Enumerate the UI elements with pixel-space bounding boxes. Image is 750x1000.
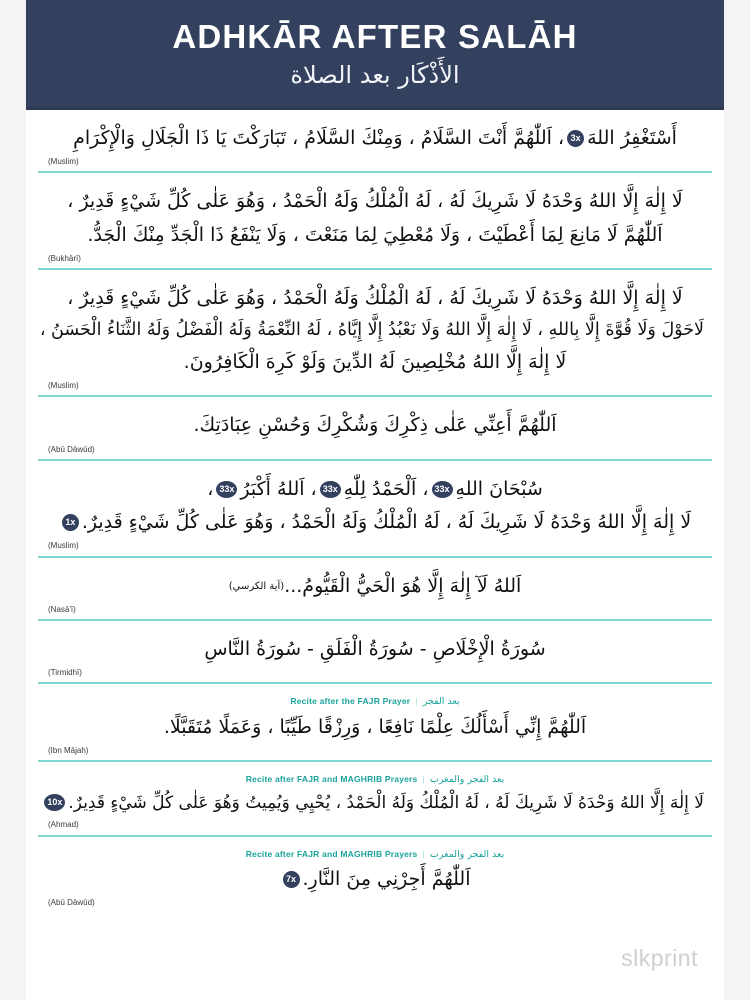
- poster-header: [26, 0, 724, 110]
- dhikr-arabic-text: اَللّٰهُمَّ إِنِّي أَسْأَلُكَ عِلْمًا نَافِعًا ، وَرِزْقًا طَيِّبًا ، وَعَمَلًا مُتَقَبَّلًا.: [163, 715, 587, 738]
- dhikr-text-block: [46, 409, 704, 442]
- dhikr-text-block: [46, 789, 704, 819]
- recitation-timing-label: [46, 696, 704, 708]
- dhikr-arabic-text: لَا إِلٰهَ إِلَّا اللهُ وَحْدَهُ لَا شَرِيكَ لَهُ ، لَهُ الْمُلْكُ وَلَهُ الْحَمْدُ ، وَهُوَ عَلٰى كُلِّ شَيْءٍ قَدِيرٌ.: [81, 511, 692, 534]
- dhikr-arabic-text: لَا إِلٰهَ إِلَّا اللهُ وَحْدَهُ لَا شَرِيكَ لَهُ ، لَهُ الْمُلْكُ وَلَهُ الْحَمْدُ ، وَهُوَ عَلٰى كُلِّ شَيْءٍ قَدِيرٌ ،: [67, 190, 683, 213]
- dhikr-section: [38, 397, 712, 460]
- dhikr-line: [46, 185, 704, 218]
- page-title: ADHKĀR AFTER SALĀH: [172, 18, 578, 55]
- dhikr-arabic-text: لَا إِلٰهَ إِلَّا اللهُ وَحْدَهُ لَا شَرِيكَ لَهُ ، لَهُ الْمُلْكُ وَلَهُ الْحَمْدُ ، يُحْيِي وَيُمِيتُ وَهُوَ عَلٰى كُلِّ شَيْءٍ قَدِيرٌ.: [68, 792, 704, 813]
- dhikr-line: [46, 633, 704, 666]
- dhikr-line: [46, 219, 704, 252]
- dhikr-text-block: [46, 473, 704, 540]
- dhikr-text-block: [46, 711, 704, 744]
- dhikr-list: [26, 110, 724, 912]
- repetition-count-badge: 7x: [283, 871, 300, 888]
- dhikr-text-block: [46, 185, 704, 252]
- hadith-source: (Muslim): [48, 157, 79, 167]
- repetition-count-badge: 1x: [62, 514, 79, 531]
- dhikr-section: [38, 461, 712, 558]
- timing-label-en: Recite after FAJR and MAGHRIB Prayers: [245, 774, 418, 785]
- dhikr-line: [46, 473, 704, 506]
- dhikr-arabic-text: أَسْتَغْفِرُ اللهَ: [587, 127, 677, 149]
- hadith-source: (Ibn Mājah): [48, 746, 89, 756]
- dhikr-arabic-text: لَا إِلٰهَ إِلَّا اللهُ وَحْدَهُ لَا شَرِيكَ لَهُ ، لَهُ الْمُلْكُ وَلَهُ الْحَمْدُ ، وَهُوَ عَلٰى كُلِّ شَيْءٍ قَدِيرٌ ،: [67, 287, 683, 310]
- hadith-source: (Muslim): [48, 541, 79, 551]
- dhikr-line: [46, 789, 704, 819]
- dhikr-arabic-text: اَللّٰهُمَّ أَعِنِّي عَلٰى ذِكْرِكَ وَشُكْرِكَ وَحُسْنِ عِبَادَتِكَ.: [193, 414, 557, 437]
- repetition-count-badge: 10x: [44, 794, 65, 811]
- dhikr-section: [38, 762, 712, 836]
- poster-sheet: [26, 0, 724, 1000]
- dhikr-line: [46, 863, 704, 896]
- dhikr-arabic-text: لَاحَوْلَ وَلَا قُوَّةَ إِلَّا بِاللهِ ، لَا إِلٰهَ إِلَّا اللهُ وَلَا نَعْبُدُ إِلَّا إِيَّاهُ ، لَهُ النِّعْمَةُ وَلَهُ الْفَضْلُ وَلَهُ الثَّنَاءُ الْحَسَنُ ،: [39, 320, 704, 341]
- dhikr-section: [38, 837, 712, 913]
- recitation-timing-label: [46, 774, 704, 786]
- dhikr-section: [38, 621, 712, 684]
- timing-label-en: Recite after FAJR and MAGHRIB Prayers: [245, 848, 418, 859]
- timing-label-separator: |: [422, 848, 425, 859]
- dhikr-line: [46, 409, 704, 442]
- dhikr-line: [46, 122, 704, 155]
- hadith-source: (Ahmad): [48, 820, 79, 830]
- dhikr-line: [46, 346, 704, 379]
- hadith-source: (Nasā'ī): [48, 604, 76, 614]
- dhikr-line: [46, 506, 704, 539]
- dhikr-section: [38, 270, 712, 397]
- timing-label-separator: |: [415, 696, 418, 707]
- repetition-count-badge: 33x: [216, 481, 237, 498]
- timing-label-en: Recite after the FAJR Prayer: [290, 696, 411, 707]
- dhikr-arabic-text: اَللهُ لَآ إِلٰهَ إِلَّا هُوَ الْحَيُّ الْقَيُّومُ...: [284, 574, 522, 597]
- dhikr-arabic-text: ، اَللّٰهُمَّ أَنْتَ السَّلَامُ ، وَمِنْكَ السَّلَامُ ، تَبَارَكْتَ يَا ذَا الْجَلَالِ وَالْإِكْرَامِ: [73, 127, 565, 149]
- timing-label-ar: بعد الفجر والمغرب: [429, 848, 505, 860]
- timing-label-separator: |: [422, 774, 425, 785]
- dhikr-arabic-text: اَللّٰهُمَّ لَا مَانِعَ لِمَا أَعْطَيْتَ ، وَلَا مُعْطِيَ لِمَا مَنَعْتَ ، وَلَا يَنْفَعُ ذَا الْجَدِّ مِنْكَ الْجَدُّ.: [87, 223, 663, 246]
- dhikr-text-block: [46, 122, 704, 155]
- dhikr-arabic-text: اَللّٰهُمَّ أَجِرْنِي مِنَ النَّارِ.: [302, 867, 471, 890]
- hadith-source: (Tirmidhī): [48, 668, 82, 678]
- dhikr-arabic-text: ، اَلْحَمْدُ لِلّٰهِ: [343, 477, 429, 500]
- timing-label-ar: بعد الفجر والمغرب: [429, 774, 505, 786]
- dhikr-arabic-text: لَا إِلٰهَ إِلَّا اللهُ مُخْلِصِينَ لَهُ الدِّينَ وَلَوْ كَرِهَ الْكَافِرُونَ.: [183, 351, 567, 373]
- dhikr-text-block: [46, 863, 704, 896]
- hadith-source: (Abū Dāwūd): [48, 898, 95, 908]
- dhikr-text-block: [46, 570, 704, 603]
- dhikr-line: [46, 570, 704, 603]
- dhikr-arabic-text: ، اَللهُ أَكْبَرُ: [240, 477, 317, 500]
- dhikr-section: [38, 684, 712, 762]
- dhikr-line: [46, 711, 704, 744]
- repetition-count-badge: 33x: [432, 481, 453, 498]
- watermark: slkprint: [621, 945, 698, 971]
- dhikr-section: [38, 173, 712, 270]
- dhikr-line: [46, 282, 704, 315]
- dhikr-arabic-text: سُورَةُ الْإِخْلَاصِ - سُورَةُ الْفَلَقِ - سُورَةُ النَّاسِ: [204, 638, 546, 660]
- hadith-source: (Abū Dāwūd): [48, 444, 95, 454]
- timing-label-ar: بعد الفجر: [422, 696, 460, 708]
- dhikr-arabic-text: ،: [207, 477, 214, 500]
- page-title-arabic: الأَذْكَار بعد الصلاة: [290, 60, 460, 89]
- repetition-count-badge: 33x: [320, 481, 341, 498]
- dhikr-text-block: [39, 282, 704, 379]
- hadith-source: (Bukhārī): [48, 253, 81, 263]
- dhikr-line: [39, 315, 704, 346]
- dhikr-section: [38, 110, 712, 173]
- dhikr-arabic-text: سُبْحَانَ اللهِ: [455, 477, 543, 500]
- recitation-timing-label: [46, 849, 704, 861]
- repetition-count-badge: 3x: [567, 130, 584, 147]
- dhikr-reference-note: (آية الكرسي): [228, 580, 285, 592]
- hadith-source: (Muslim): [48, 381, 79, 391]
- dhikr-section: [38, 558, 712, 621]
- dhikr-text-block: [46, 633, 704, 666]
